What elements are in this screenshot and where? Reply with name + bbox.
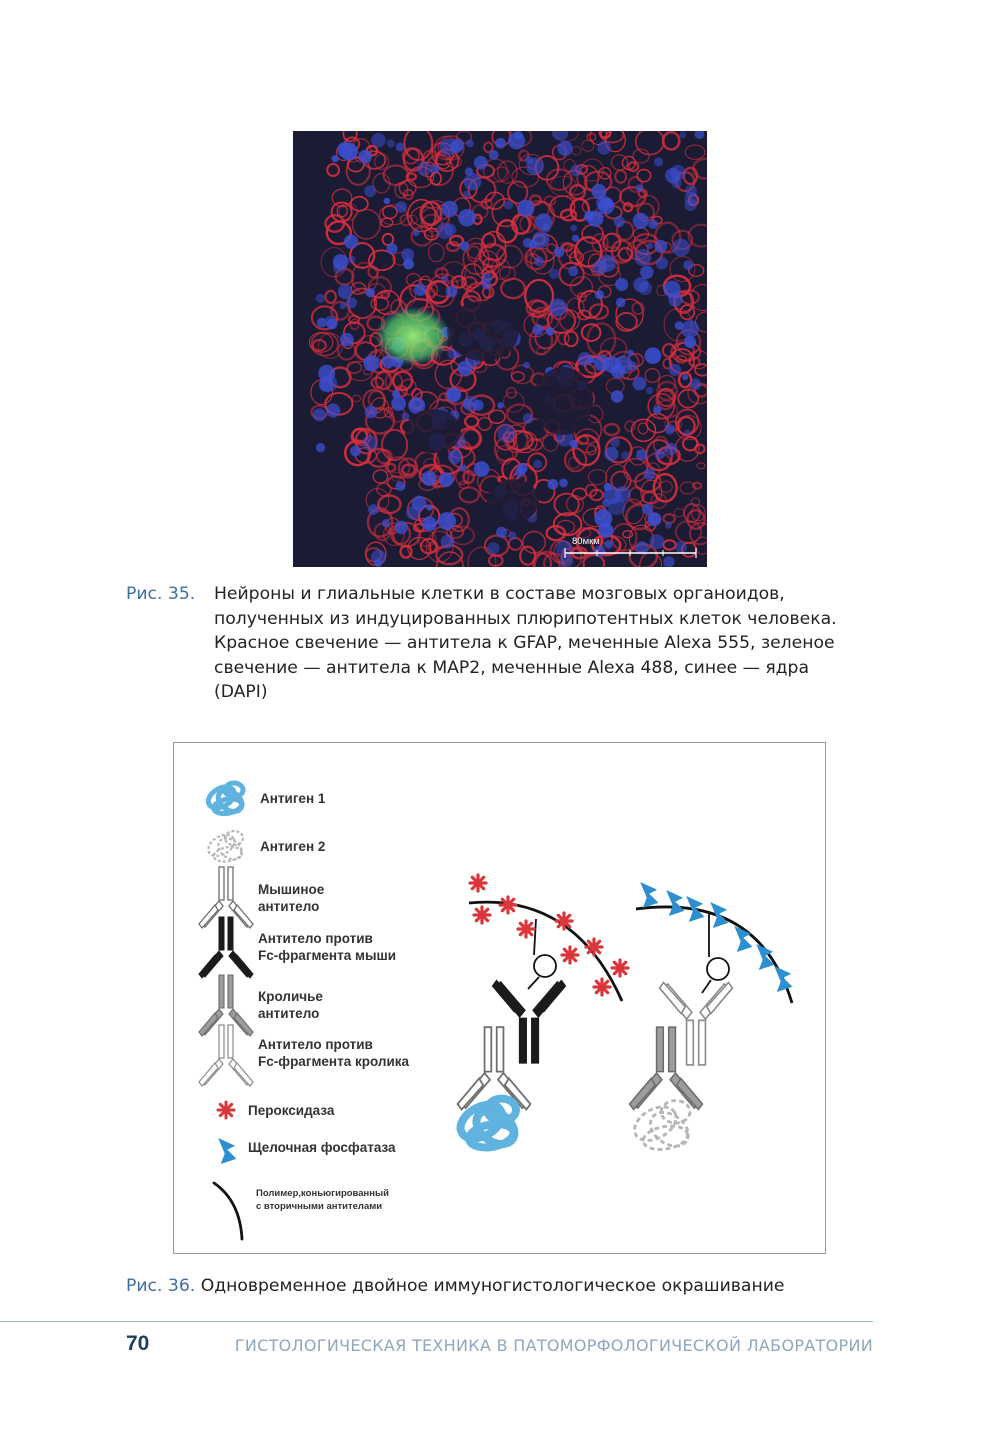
peroxidase-enzyme <box>474 907 490 923</box>
mouse-antibody-icon <box>199 867 253 928</box>
alkaline-phosphatase-enzyme <box>774 966 792 992</box>
figure-36-diagram <box>173 742 826 1254</box>
legend-mouse-antibody-1: Мышиное <box>258 882 325 897</box>
legend <box>199 783 410 1239</box>
peroxidase-icon <box>218 1102 234 1118</box>
rabbit-antibody-icon <box>199 975 253 1036</box>
peroxidase-enzyme <box>562 947 578 963</box>
legend-rabbit-antibody-2: антитело <box>258 1006 320 1021</box>
figure-35-caption <box>126 582 886 705</box>
scale-bar-label: 80мкм <box>572 536 600 547</box>
running-title: ГИСТОЛОГИЧЕСКАЯ ТЕХНИКА В ПАТОМОРФОЛОГИЧЕСКОЙ ЛАБОРАТОРИИ <box>234 1336 873 1355</box>
anti-mouse-fc-icon <box>199 917 253 978</box>
legend-mouse-antibody-2: антитело <box>258 899 320 914</box>
figure-35-caption-text <box>214 582 886 705</box>
phosphatase-assembly <box>629 882 793 1153</box>
peroxidase-enzyme <box>500 897 516 913</box>
legend-anti-mouse-fc-2: Fc-фрагмента мыши <box>258 948 397 963</box>
legend-polymer-2: с вторичными антителами <box>256 1201 383 1212</box>
antigen-2-icon <box>205 831 246 864</box>
legend-anti-rabbit-fc-1: Антитело против <box>258 1037 373 1052</box>
page-number: 70 <box>126 1332 150 1355</box>
caption-line: Красное свечение — антитела к GFAP, меченные Alexa 555, зеленое <box>214 633 835 653</box>
alkaline-phosphatase-icon <box>218 1138 236 1164</box>
figure-36-caption-text: Одновременное двойное иммуногистологическое окрашивание <box>195 1276 785 1296</box>
legend-polymer-1: Полимер,коньюгированный <box>256 1188 389 1199</box>
peroxidase-enzyme <box>518 921 534 937</box>
legend-peroxidase: Пероксидаза <box>248 1103 335 1118</box>
legend-anti-rabbit-fc-2: Fc-фрагмента кролика <box>258 1054 410 1069</box>
legend-antigen-1: Антиген 1 <box>260 791 326 806</box>
alkaline-phosphatase-enzyme <box>666 890 684 916</box>
antigen-1-icon <box>205 783 246 816</box>
peroxidase-assembly <box>455 875 628 1151</box>
map2-green-signal <box>375 306 451 366</box>
caption-line: (DAPI) <box>214 682 268 702</box>
figure-35-label: Рис. 35. <box>126 584 196 604</box>
legend-antigen-2: Антиген 2 <box>260 839 326 854</box>
figure-36-caption <box>126 1274 886 1298</box>
fluorescence-micrograph <box>293 131 707 567</box>
alkaline-phosphatase-enzyme <box>640 882 658 908</box>
peroxidase-enzyme <box>612 960 628 976</box>
legend-alkaline-phosphatase: Щелочная фосфатаза <box>248 1140 396 1155</box>
footer-rule <box>0 1321 873 1322</box>
legend-rabbit-antibody-1: Кроличье <box>258 989 323 1004</box>
polymer-icon <box>214 1183 242 1239</box>
peroxidase-enzyme <box>470 875 486 891</box>
figure-36-label: Рис. 36. <box>126 1276 196 1296</box>
legend-anti-mouse-fc-1: Антитело против <box>258 931 373 946</box>
anti-rabbit-fc-icon <box>199 1025 253 1086</box>
caption-line: полученных из индуцированных плюрипотентных клеток человека. <box>214 608 837 629</box>
peroxidase-enzyme <box>586 939 602 955</box>
peroxidase-enzyme <box>556 913 572 929</box>
peroxidase-enzyme <box>594 979 610 995</box>
caption-line: свечение — антитела к MAP2, меченные Alexa 488, синее — ядра <box>214 657 809 678</box>
caption-line: Нейроны и глиальные клетки в составе мозговых органоидов, <box>214 584 785 604</box>
